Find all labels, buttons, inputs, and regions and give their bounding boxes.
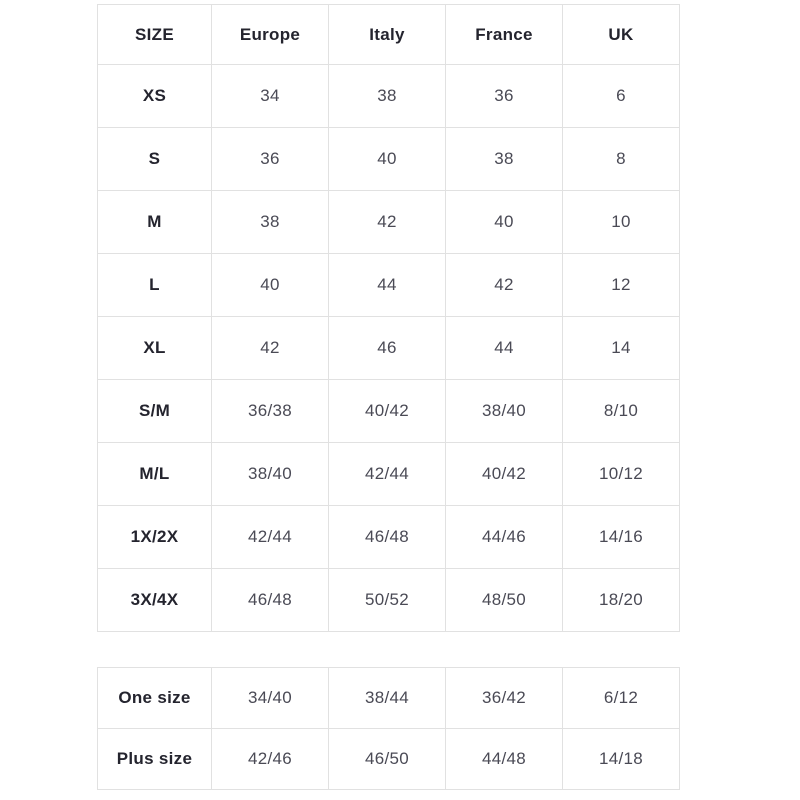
size-label-cell: 3X/4X bbox=[98, 569, 212, 632]
one-size-plus-size-table bbox=[97, 667, 680, 790]
value-cell: 44/46 bbox=[446, 506, 563, 569]
table-row-m-l bbox=[98, 443, 680, 506]
value-cell: 44/48 bbox=[446, 729, 563, 790]
value-cell: 10/12 bbox=[563, 443, 680, 506]
table-row-l bbox=[98, 254, 680, 317]
size-label-cell: L bbox=[98, 254, 212, 317]
table-row-3x-4x bbox=[98, 569, 680, 632]
value-cell: 42/46 bbox=[212, 729, 329, 790]
size-label-cell: XL bbox=[98, 317, 212, 380]
value-cell: 38/44 bbox=[329, 668, 446, 729]
table-row-1x-2x bbox=[98, 506, 680, 569]
value-cell: 8 bbox=[563, 128, 680, 191]
value-cell: 34/40 bbox=[212, 668, 329, 729]
table-row-xl bbox=[98, 317, 680, 380]
value-cell: 36 bbox=[212, 128, 329, 191]
size-label-cell: Plus size bbox=[98, 729, 212, 790]
table-row-m bbox=[98, 191, 680, 254]
value-cell: 40/42 bbox=[446, 443, 563, 506]
value-cell: 46/48 bbox=[212, 569, 329, 632]
value-cell: 42/44 bbox=[329, 443, 446, 506]
value-cell: 40 bbox=[212, 254, 329, 317]
table-row-xs bbox=[98, 65, 680, 128]
table-row-s-m bbox=[98, 380, 680, 443]
value-cell: 42 bbox=[329, 191, 446, 254]
size-label-cell: M/L bbox=[98, 443, 212, 506]
value-cell: 36 bbox=[446, 65, 563, 128]
value-cell: 14/16 bbox=[563, 506, 680, 569]
size-conversion-table bbox=[97, 4, 680, 632]
size-label-cell: One size bbox=[98, 668, 212, 729]
value-cell: 10 bbox=[563, 191, 680, 254]
value-cell: 38/40 bbox=[446, 380, 563, 443]
size-label-cell: S/M bbox=[98, 380, 212, 443]
header-cell-uk: UK bbox=[563, 5, 680, 65]
table-row-plus-size bbox=[98, 729, 680, 790]
value-cell: 42 bbox=[212, 317, 329, 380]
value-cell: 36/38 bbox=[212, 380, 329, 443]
size-table-head bbox=[98, 5, 680, 65]
value-cell: 40/42 bbox=[329, 380, 446, 443]
value-cell: 18/20 bbox=[563, 569, 680, 632]
value-cell: 40 bbox=[329, 128, 446, 191]
value-cell: 46/48 bbox=[329, 506, 446, 569]
value-cell: 46 bbox=[329, 317, 446, 380]
size-table-body bbox=[98, 65, 680, 632]
value-cell: 42/44 bbox=[212, 506, 329, 569]
table-row-s bbox=[98, 128, 680, 191]
value-cell: 42 bbox=[446, 254, 563, 317]
value-cell: 46/50 bbox=[329, 729, 446, 790]
header-cell-france: France bbox=[446, 5, 563, 65]
value-cell: 14/18 bbox=[563, 729, 680, 790]
value-cell: 34 bbox=[212, 65, 329, 128]
value-cell: 6/12 bbox=[563, 668, 680, 729]
secondary-table-body bbox=[98, 668, 680, 790]
value-cell: 38 bbox=[329, 65, 446, 128]
value-cell: 50/52 bbox=[329, 569, 446, 632]
table-header-row bbox=[98, 5, 680, 65]
header-cell-size: SIZE bbox=[98, 5, 212, 65]
value-cell: 44 bbox=[446, 317, 563, 380]
size-label-cell: XS bbox=[98, 65, 212, 128]
value-cell: 36/42 bbox=[446, 668, 563, 729]
value-cell: 6 bbox=[563, 65, 680, 128]
value-cell: 40 bbox=[446, 191, 563, 254]
size-label-cell: M bbox=[98, 191, 212, 254]
value-cell: 38 bbox=[212, 191, 329, 254]
value-cell: 44 bbox=[329, 254, 446, 317]
value-cell: 48/50 bbox=[446, 569, 563, 632]
size-label-cell: S bbox=[98, 128, 212, 191]
value-cell: 8/10 bbox=[563, 380, 680, 443]
table-row-one-size bbox=[98, 668, 680, 729]
size-label-cell: 1X/2X bbox=[98, 506, 212, 569]
header-cell-europe: Europe bbox=[212, 5, 329, 65]
value-cell: 38/40 bbox=[212, 443, 329, 506]
value-cell: 14 bbox=[563, 317, 680, 380]
value-cell: 38 bbox=[446, 128, 563, 191]
value-cell: 12 bbox=[563, 254, 680, 317]
header-cell-italy: Italy bbox=[329, 5, 446, 65]
